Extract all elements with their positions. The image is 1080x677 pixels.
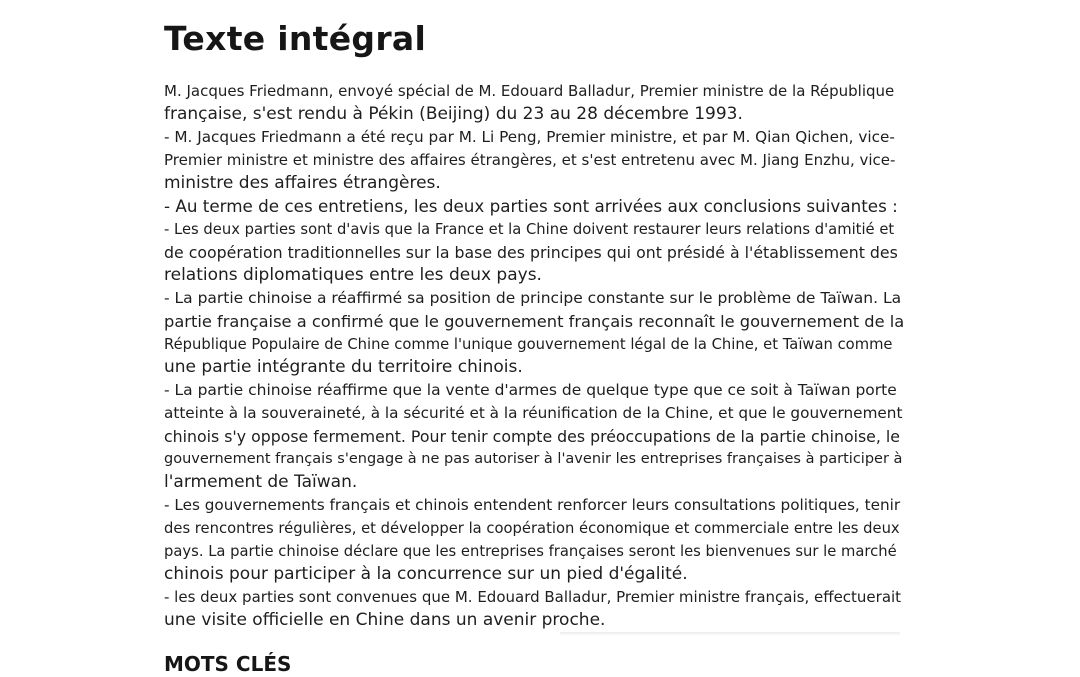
article-line: française, s'est rendu à Pékin (Beijing) du 23 au 28 décembre 1993. xyxy=(164,104,743,124)
article-line: une partie intégrante du territoire chinois. xyxy=(164,357,523,377)
article-line: pays. La partie chinoise déclare que les entreprises françaises seront les bienvenues sur le marché xyxy=(164,543,897,560)
article-line: une visite officielle en Chine dans un avenir proche. xyxy=(164,610,606,630)
section-divider xyxy=(560,632,900,636)
article-line: l'armement de Taïwan. xyxy=(164,472,358,492)
article-line: de coopération traditionnelles sur la base des principes qui ont présidé à l'établissement des xyxy=(164,243,898,262)
article-line: - Les gouvernements français et chinois entendent renforcer leurs consultations politiques, tenir xyxy=(164,496,901,514)
article-line: chinois s'y oppose fermement. Pour tenir compte des préoccupations de la partie chinoise, le xyxy=(164,427,900,446)
article-line: - les deux parties sont convenues que M. Edouard Balladur, Premier ministre français, effectuerait xyxy=(164,588,902,606)
article-line: République Populaire de Chine comme l'unique gouvernement légal de la Chine, et Taïwan comme xyxy=(164,336,893,353)
keywords-heading: MOTS CLÉS xyxy=(164,652,292,676)
article-line: - Au terme de ces entretiens, les deux parties sont arrivées aux conclusions suivantes : xyxy=(164,196,898,216)
page-title: Texte intégral xyxy=(164,19,427,58)
article-line: Premier ministre et ministre des affaires étrangères, et s'est entretenu avec M. Jiang Enzhu, vice- xyxy=(164,151,896,169)
article-line: des rencontres régulières, et développer la coopération économique et commerciale entre les deux xyxy=(164,520,900,537)
article-line: - La partie chinoise a réaffirmé sa position de principe constante sur le problème de Taïwan. La xyxy=(164,289,902,307)
article-line: relations diplomatiques entre les deux pays. xyxy=(164,265,542,285)
article-body xyxy=(164,80,904,632)
article-line: M. Jacques Friedmann, envoyé spécial de M. Edouard Balladur, Premier ministre de la République xyxy=(164,82,895,100)
article-line: - La partie chinoise réaffirme que la vente d'armes de quelque type que ce soit à Taïwan porte xyxy=(164,381,897,399)
article-line: - M. Jacques Friedmann a été reçu par M. Li Peng, Premier ministre, et par M. Qian Qichen, vice- xyxy=(164,128,895,146)
article-line: atteinte à la souveraineté, à la sécurité et à la réunification de la Chine, et que le gouvernement xyxy=(164,404,903,422)
article-line: chinois pour participer à la concurrence sur un pied d'égalité. xyxy=(164,564,688,584)
article-line: partie française a confirmé que le gouvernement français reconnaît le gouvernement de la xyxy=(164,312,905,331)
article-line: gouvernement français s'engage à ne pas autoriser à l'avenir les entreprises françaises à participer à xyxy=(164,451,903,467)
article-line: - Les deux parties sont d'avis que la France et la Chine doivent restaurer leurs relations d'amitié et xyxy=(164,221,895,238)
article-line: ministre des affaires étrangères. xyxy=(164,173,441,193)
